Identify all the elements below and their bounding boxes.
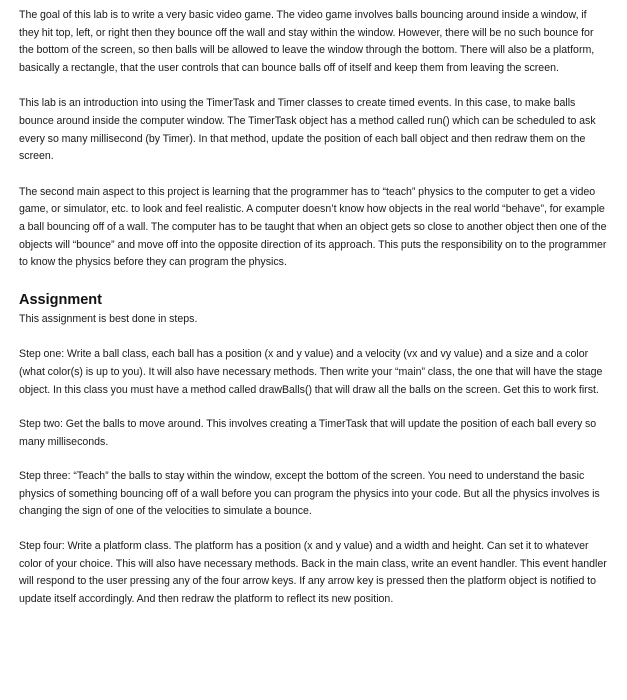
intro-paragraph-physics: The second main aspect to this project is learning that the programmer has to “teach” physics to the computer to get a video game, or simulator, etc. to look and feel realistic. A computer doesn’t know how objects in the real world “behave”, for example a ball bouncing off of a wall. The computer has to be taught that when an object gets so close to another object then one of the objects will “bounce” and move off into the opposite direction of its approach. This puts the responsibility on to the programmer to know the physics before they can program the physics. — [19, 185, 607, 269]
intro-paragraph-goal: The goal of this lab is to write a very basic video game. The video game involves balls bouncing around inside a window, if they hit top, left, or right then they bounce off the wall and stay within the window. However, there will be no such bounce for the bottom of the screen, so then balls will be allowed to leave the window through the bottom. There will also be a platform, basically a rectangle, that the user controls that can bounce balls off of itself and keep them from leaving the screen. — [19, 9, 595, 74]
intro-paragraph-timertask: This lab is an introduction into using the TimerTask and Timer classes to create timed events. In this case, to make balls bounce around inside the computer window. The TimerTask object has a method called run() which can be scheduled to ask every so many millisecond (by Timer). In that method, update the position of each ball object and then redraw them on the screen. — [19, 97, 596, 163]
step-four-paragraph: Step four: Write a platform class. The platform has a position (x and y value) and a width and height. Can set it to whatever color of your choice. This will also have necessary methods. Back in the main class, write an event handler. This event handler will respond to the user pressing any of the four arrow keys. If any arrow key is pressed then the platform object is notified to update itself accordingly. And then redraw the platform to reflect its new position. — [19, 540, 607, 605]
assignment-heading: Assignment — [19, 291, 102, 308]
step-two-paragraph: Step two: Get the balls to move around. This involves creating a TimerTask that will update the position of each ball every so many milliseconds. — [19, 418, 597, 448]
assignment-intro: This assignment is best done in steps. — [19, 312, 198, 325]
step-three-paragraph: Step three: “Teach” the balls to stay within the window, except the bottom of the screen. You need to understand the basic physics of something bouncing off of a wall before you can program the physics into your code. But all the physics involves is changing the sign of one of the velocities to simulate a bounce. — [19, 470, 600, 518]
step-one-paragraph: Step one: Write a ball class, each ball has a position (x and y value) and a velocity (vx and vy value) and a size and a color (what color(s) is up to you). It will also have necessary methods. Then write your “main” class, the one that will have the stage object. In this class you must have a method called drawBalls() that will draw all the balls on the screen. Get this to work first. — [19, 348, 603, 396]
